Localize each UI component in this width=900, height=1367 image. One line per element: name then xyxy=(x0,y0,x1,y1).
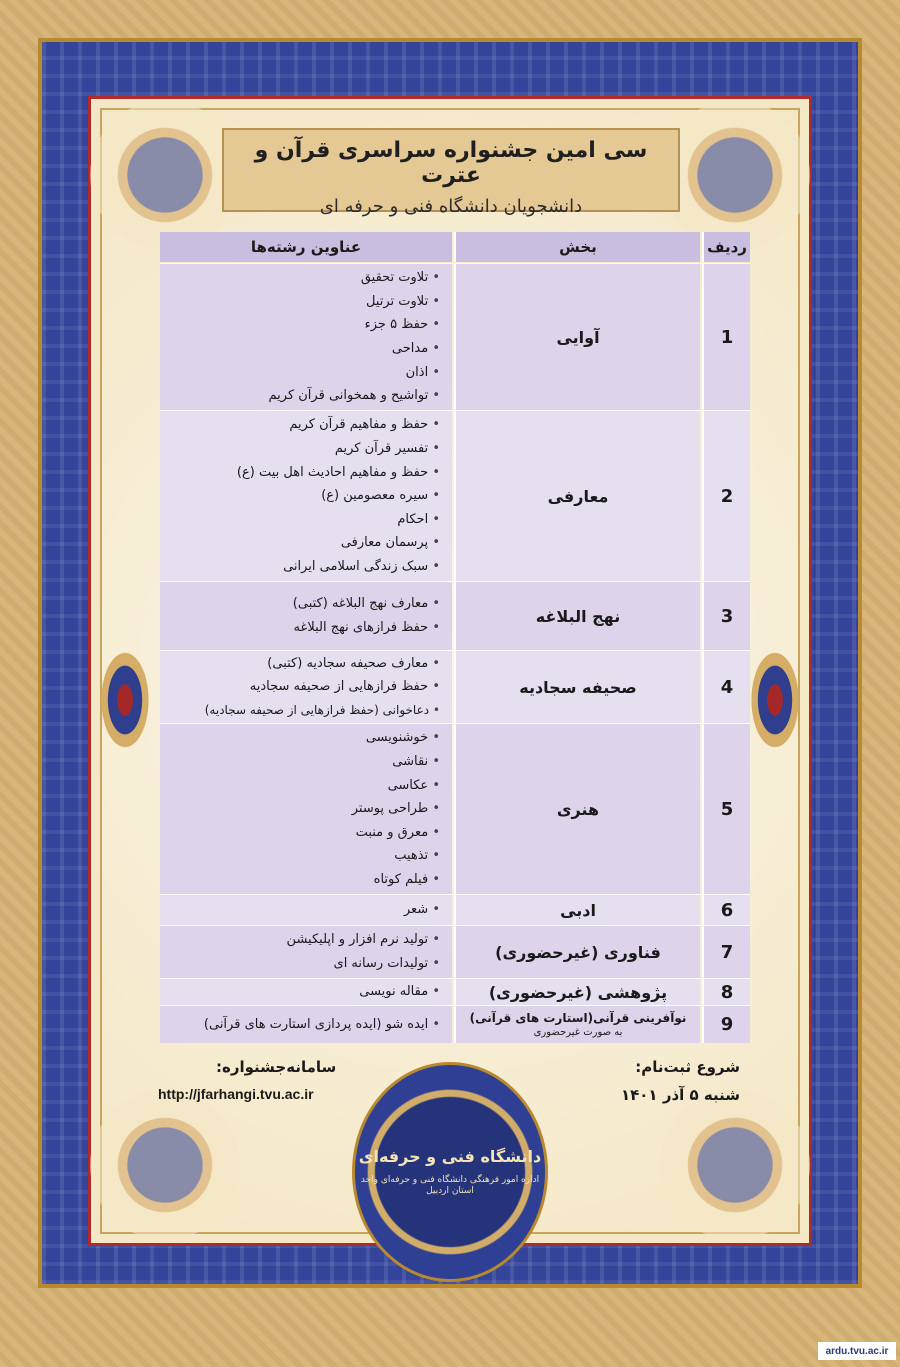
row-num: 3 xyxy=(702,582,750,650)
table-header xyxy=(160,232,750,262)
row-items xyxy=(160,411,452,581)
list-item: • اذان xyxy=(160,361,440,385)
emblem-title: دانشگاه فنی و حرفه‌ای xyxy=(358,1147,542,1166)
list-item: • مقاله نویسی xyxy=(160,980,440,1004)
list-item: • سیره معصومین (ع) xyxy=(160,484,440,508)
list-item: • حفظ ۵ جزء xyxy=(160,313,440,337)
side-medallion-right xyxy=(745,640,805,760)
table-row xyxy=(160,894,750,925)
list-item: • معارف نهج البلاغه (کتبی) xyxy=(160,592,440,616)
row-num: 8 xyxy=(702,979,750,1005)
list-item: • احکام xyxy=(160,508,440,532)
item-list xyxy=(160,413,452,578)
registration-label: شروع ثبت‌نام: xyxy=(635,1058,740,1076)
list-item: • حفظ و مفاهیم قرآن کریم xyxy=(160,413,440,437)
registration-date: شنبه ۵ آذر ۱۴۰۱ xyxy=(620,1086,740,1104)
row-num: 6 xyxy=(702,895,750,925)
item-list xyxy=(160,1013,452,1037)
row-items xyxy=(160,582,452,650)
portal-url-link[interactable]: http://jfarhangi.tvu.ac.ir xyxy=(158,1086,314,1102)
list-item: • حفظ و مفاهیم احادیث اهل بیت (ع) xyxy=(160,461,440,485)
row-items xyxy=(160,926,452,978)
list-item: • حفظ فرازهای نهج البلاغه xyxy=(160,616,440,640)
list-item: • تذهیب xyxy=(160,844,440,868)
list-item: • دعاخوانی (حفظ فرازهایی از صحیفه سجادیه) xyxy=(160,699,440,723)
list-item: • فیلم کوتاه xyxy=(160,868,440,892)
list-item: • سبک زندگی اسلامی ایرانی xyxy=(160,555,440,579)
emblem-org: اداره امور فرهنگی دانشگاه فنی و حرفه‌ای واحد استان اردبیل xyxy=(360,1175,540,1196)
list-item: • تولید نرم افزار و اپلیکیشن xyxy=(160,928,440,952)
row-section: هنری xyxy=(454,724,700,894)
list-item: • طراحی پوستر xyxy=(160,797,440,821)
item-list xyxy=(160,898,452,922)
table-row xyxy=(160,925,750,978)
list-item: • پرسمان معارفی xyxy=(160,531,440,555)
list-item: • تواشیح و همخوانی قرآن کریم xyxy=(160,384,440,408)
corner-ornament-top-right xyxy=(660,100,810,250)
row-num: 2 xyxy=(702,411,750,581)
table-row xyxy=(160,723,750,894)
item-list xyxy=(160,652,452,723)
row-section: صحیفه سجادیه xyxy=(454,651,700,723)
list-item: • ایده شو (ایده پردازی استارت های قرآنی) xyxy=(160,1013,440,1037)
list-item: • عکاسی xyxy=(160,774,440,798)
table-row xyxy=(160,581,750,650)
row-section: پژوهشی (غیرحضوری) xyxy=(454,979,700,1005)
item-list xyxy=(160,980,452,1004)
side-medallion-left xyxy=(95,640,155,760)
item-list xyxy=(160,928,452,975)
list-item: • معرق و منبت xyxy=(160,821,440,845)
header-section: بخش xyxy=(454,232,700,262)
page-title: سی امین جشنواره سراسری قرآن و عترت xyxy=(254,138,648,188)
fields-table xyxy=(160,232,750,1042)
row-section: آوایی xyxy=(454,264,700,410)
list-item: • نقاشی xyxy=(160,750,440,774)
list-item: • خوشنویسی xyxy=(160,726,440,750)
list-item: • تولیدات رسانه ای xyxy=(160,952,440,976)
corner-ornament-top-left xyxy=(90,100,240,250)
row-items xyxy=(160,264,452,410)
table-row xyxy=(160,410,750,581)
list-item: • معارف صحیفه سجادیه (کتبی) xyxy=(160,652,440,676)
portal-label: سامانه‌جشنواره: xyxy=(216,1058,337,1076)
row-num: 1 xyxy=(702,264,750,410)
row-items xyxy=(160,651,452,723)
header-num: ردیف xyxy=(702,232,750,262)
site-tag-link[interactable]: ardu.tvu.ac.ir xyxy=(818,1342,896,1360)
festival-emblem xyxy=(352,1062,548,1282)
table-row xyxy=(160,263,750,410)
row-section-note: به صورت غیرحضوری xyxy=(533,1027,623,1038)
row-items xyxy=(160,724,452,894)
title-box xyxy=(222,128,680,217)
row-section: معارفی xyxy=(454,411,700,581)
table-row xyxy=(160,650,750,723)
row-section: نهج البلاغه xyxy=(454,582,700,650)
row-items xyxy=(160,895,452,925)
corner-ornament-bottom-right xyxy=(660,1090,810,1240)
row-section-label: نوآفرینی قرآنی(استارت های قرآنی) xyxy=(469,1011,687,1025)
page-subtitle: دانشجویان دانشگاه فنی و حرفه ای xyxy=(319,196,583,217)
row-section: فناوری (غیرحضوری) xyxy=(454,926,700,978)
table-row xyxy=(160,978,750,1005)
row-items xyxy=(160,979,452,1005)
item-list xyxy=(160,592,452,639)
item-list xyxy=(160,726,452,891)
row-num: 5 xyxy=(702,724,750,894)
row-section: ادبی xyxy=(454,895,700,925)
corner-ornament-bottom-left xyxy=(90,1090,240,1240)
list-item: • شعر xyxy=(160,898,440,922)
item-list xyxy=(160,266,452,408)
row-section xyxy=(454,1006,700,1043)
list-item: • تفسیر قرآن کریم xyxy=(160,437,440,461)
list-item: • مداحی xyxy=(160,337,440,361)
list-item: • حفظ فرازهایی از صحیفه سجادیه xyxy=(160,675,440,699)
header-items: عناوین رشته‌ها xyxy=(160,232,452,262)
row-num: 7 xyxy=(702,926,750,978)
row-items xyxy=(160,1006,452,1043)
list-item: • تلاوت تحقیق xyxy=(160,266,440,290)
row-num: 4 xyxy=(702,651,750,723)
row-num: 9 xyxy=(702,1006,750,1043)
list-item: • تلاوت ترتیل xyxy=(160,290,440,314)
table-row xyxy=(160,1005,750,1043)
